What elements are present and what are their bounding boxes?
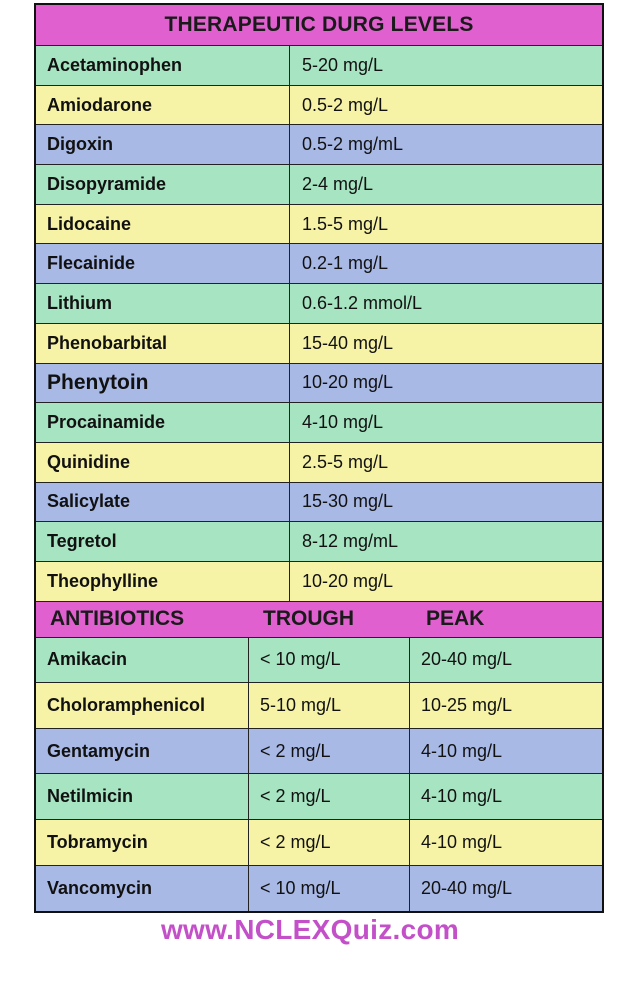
drug-level: 15-40 mg/L [302,332,394,353]
drug-level: 0.6-1.2 mmol/L [302,292,423,313]
drug-level: 0.2-1 mg/L [302,253,389,274]
antibiotics-table [36,638,602,912]
antibiotic-peak: 20-40 mg/L [421,649,513,670]
antibiotic-row [36,683,602,729]
drug-level: 2.5-5 mg/L [302,451,389,472]
drug-row [36,86,602,126]
chart-title: THERAPEUTIC DURG LEVELS [36,5,602,46]
drug-row [36,284,602,324]
drug-level: 2-4 mg/L [302,173,374,194]
drug-levels-table [36,46,602,602]
antibiotic-row [36,638,602,684]
drug-row [36,562,602,602]
antibiotic-row [36,729,602,775]
antibiotic-trough: < 10 mg/L [249,866,410,912]
antibiotic-trough: < 2 mg/L [249,729,410,774]
antibiotic-peak: 20-40 mg/L [421,877,513,898]
antibiotic-peak: 4-10 mg/L [421,831,503,852]
drug-level: 15-30 mg/L [302,491,394,512]
antibiotic-peak: 4-10 mg/L [421,786,503,807]
drug-level: 1.5-5 mg/L [302,213,389,234]
antibiotic-name: Choloramphenicol [36,683,249,728]
drug-row [36,364,602,404]
trough-header-label: TROUGH [263,607,354,631]
drug-name: Lidocaine [36,205,290,244]
drug-level: 0.5-2 mg/mL [302,134,404,155]
antibiotic-trough: < 2 mg/L [249,820,410,865]
drug-name: Theophylline [36,562,290,601]
antibiotic-name: Tobramycin [36,820,249,865]
drug-row [36,244,602,284]
antibiotic-name: Netilmicin [36,774,249,819]
antibiotic-peak: 10-25 mg/L [421,695,513,716]
drug-name: Tegretol [36,522,290,561]
drug-name: Lithium [36,284,290,323]
drug-name: Disopyramide [36,165,290,204]
antibiotic-trough: 5-10 mg/L [249,683,410,728]
drug-level: 8-12 mg/mL [302,531,399,552]
drug-name: Salicylate [36,483,290,522]
drug-levels-chart [34,3,604,913]
drug-name: Flecainide [36,244,290,283]
antibiotic-name: Amikacin [36,638,249,683]
drug-row [36,443,602,483]
antibiotic-row [36,866,602,912]
drug-row [36,483,602,523]
drug-name: Amiodarone [36,86,290,125]
antibiotic-name: Vancomycin [36,866,249,912]
drug-row [36,522,602,562]
drug-level: 0.5-2 mg/L [302,94,389,115]
drug-level: 10-20 mg/L [302,372,394,393]
drug-name: Digoxin [36,125,290,164]
drug-name: Procainamide [36,403,290,442]
drug-name: Phenobarbital [36,324,290,363]
drug-name: Phenytoin [36,364,290,403]
drug-name: Acetaminophen [36,46,290,85]
antibiotics-header-label: ANTIBIOTICS [50,607,185,631]
antibiotic-trough: < 10 mg/L [249,638,410,683]
peak-header-label: PEAK [426,607,485,631]
drug-row [36,403,602,443]
antibiotic-peak: 4-10 mg/L [421,740,503,761]
antibiotic-trough: < 2 mg/L [249,774,410,819]
drug-level: 10-20 mg/L [302,570,394,591]
antibiotic-name: Gentamycin [36,729,249,774]
drug-name: Quinidine [36,443,290,482]
drug-row [36,165,602,205]
antibiotic-row [36,774,602,820]
footer-website: www.NCLEXQuiz.com [160,914,460,945]
drug-row [36,324,602,364]
drug-row [36,125,602,165]
drug-level: 5-20 mg/L [302,54,384,75]
drug-row [36,205,602,245]
drug-level: 4-10 mg/L [302,412,384,433]
antibiotic-row [36,820,602,866]
antibiotics-header [36,602,602,638]
drug-row [36,46,602,86]
